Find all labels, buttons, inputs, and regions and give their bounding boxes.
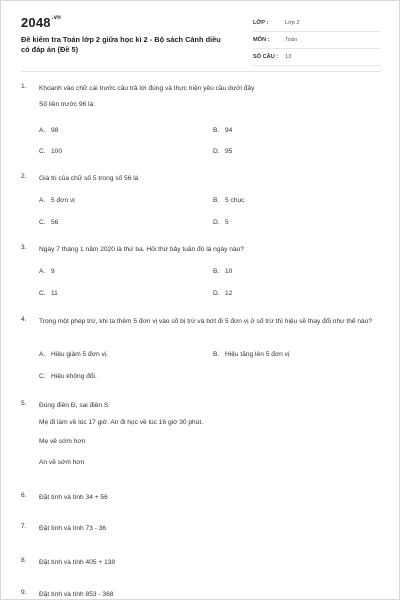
option-d[interactable]: D. 12 [213, 290, 233, 297]
question-text: Giá trị của chữ số 5 trong số 56 là [39, 175, 139, 182]
meta-class-row [253, 18, 381, 32]
question-text: Ngày 7 tháng 1 năm 2020 là thứ ba. Hỏi thứ bảy tuần đó là ngày nào? [39, 246, 244, 253]
meta-count-row [253, 52, 381, 66]
option-b[interactable]: B. Hiệu tăng lên 5 đơn vị [213, 351, 290, 358]
option-b[interactable]: B. 10 [213, 268, 233, 275]
worksheet-meta [253, 18, 381, 69]
option-c[interactable]: C. 56 [39, 219, 59, 226]
meta-subject-label: MÔN : [253, 37, 270, 43]
meta-class-value: Lớp 2 [285, 20, 300, 26]
option-d[interactable]: D. 5 [213, 219, 229, 226]
option-b[interactable]: B. 5 chục [213, 197, 245, 204]
question-text: Đặt tính và tính 853 - 368 [39, 591, 114, 598]
option-a[interactable]: A. 98 [39, 127, 59, 134]
option-b[interactable]: B. 94 [213, 127, 233, 134]
question-text: Đặt tính và tính 405 + 138 [39, 559, 116, 566]
option-a[interactable]: A. Hiệu giảm 5 đơn vị. [39, 351, 109, 358]
question-number: 3. [21, 244, 27, 251]
question-number: 1. [21, 83, 27, 90]
worksheet-title: Đề kiểm tra Toán lớp 2 giữa học kì 2 - Bộ sách Cánh diều có đáp án (Đề 5) [21, 35, 221, 54]
question-text: Khoanh vào chữ cái trước câu trả lời đúng và thực hiện yêu cầu dưới đây [39, 85, 255, 92]
question-number: 9. [21, 589, 27, 596]
statement-2: An về sớm hơn [39, 459, 85, 466]
meta-subject-value: Toán [285, 37, 298, 43]
meta-count-value: 13 [285, 54, 292, 60]
question-text: Đặt tính và tính 73 - 36 [39, 525, 107, 532]
question-number: 6. [21, 492, 27, 499]
site-logo[interactable]: $2048^{.vn}$ [21, 15, 62, 30]
option-d[interactable]: D. 95 [213, 148, 233, 155]
question-text: Trong một phép trừ, khi ta thêm 5 đơn vị vào số bị trừ và bớt đi 5 đơn vị ở số trừ thì hiệu sẽ thay đổi như thế nào? [39, 318, 373, 325]
question-number: 4. [21, 316, 27, 323]
question-number: 2. [21, 173, 27, 180]
option-c[interactable]: C. 100 [39, 148, 63, 155]
question-number: 5. [21, 400, 27, 407]
meta-subject-row [253, 35, 381, 49]
question-subtext: Số liền trước 96 là: [39, 101, 96, 108]
worksheet-header [21, 15, 381, 65]
statement-context: Mẹ đi làm về lúc 17 giờ. An đi học về lúc 16 giờ 30 phút. [39, 419, 204, 426]
question-number: 8. [21, 557, 27, 564]
option-c[interactable]: C. 11 [39, 290, 58, 297]
header-divider [21, 71, 381, 72]
meta-count-label: SỐ CÂU : [253, 54, 279, 60]
question-text: Đặt tính và tính 34 + 56 [39, 494, 108, 501]
question-text: Đúng điền Đ, sai điền S [39, 402, 109, 409]
option-a[interactable]: A. 5 đơn vị [39, 197, 75, 204]
statement-1: Mẹ về sớm hơn [39, 438, 86, 445]
option-c[interactable]: C. Hiệu không đổi. [39, 373, 97, 380]
meta-class-label: LỚP : [253, 20, 269, 26]
option-a[interactable]: A. 9 [39, 268, 55, 275]
question-number: 7. [21, 523, 27, 530]
